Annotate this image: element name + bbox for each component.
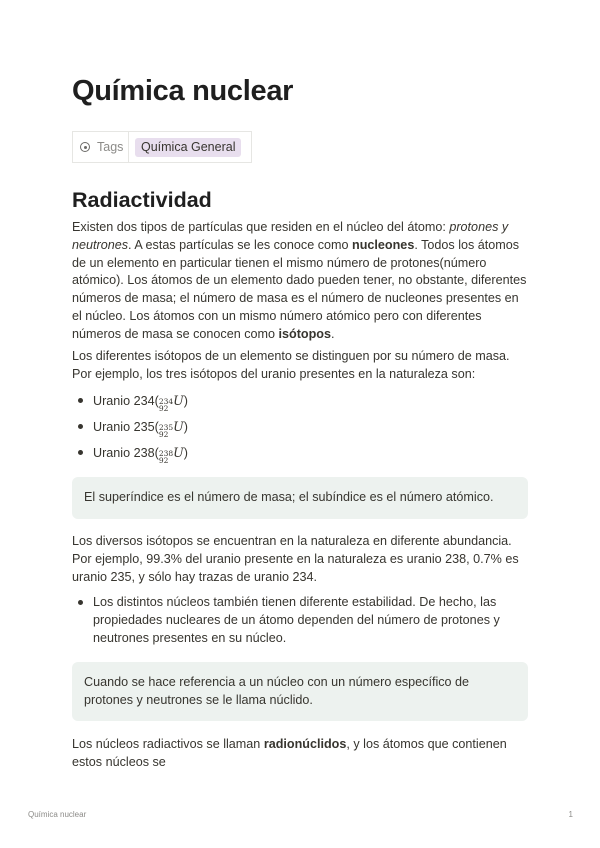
element-symbol: U (173, 445, 184, 460)
tag-icon (80, 142, 90, 152)
mass-number: 238 (158, 449, 174, 458)
list-item: Uranio 235( 235 92 U) (72, 416, 528, 442)
list-item: Los distintos núcleos también tienen diferente estabilidad. De hecho, las propiedades nucleares de un átomo dependen del número de protones y neutrones presentes en su núcleo. (72, 594, 528, 647)
nuclide-notation (159, 424, 173, 438)
isotope-label: Uranio 238 (93, 446, 155, 460)
stability-list (72, 594, 528, 647)
footer-page-number: 1 (568, 810, 573, 819)
paragraph-isotopes: Los diferentes isótopos de un elemento se distinguen por su número de masa. Por ejemplo, los tres isótopos del uranio presentes en la naturaleza son: (72, 349, 510, 381)
nuclide-notation (159, 398, 173, 412)
text-span: . (331, 326, 335, 341)
bold-term-isotopos: isótopos (278, 326, 331, 341)
nuclide-notation (159, 450, 173, 464)
bold-term-nucleones: nucleones (352, 237, 415, 252)
footer-document-title: Química nuclear (28, 810, 87, 819)
page-title: Química nuclear (72, 75, 294, 107)
section-heading: Radiactividad (72, 188, 212, 212)
bold-term-radionuclidos: radionúclidos (263, 737, 347, 751)
text-span: . Todos los átomos de un elemento en particular tienen el mismo número de protones(número atómico). Los átomos de un elemento dado pueden tener, no obstante, diferentes números de masa; el número de masa es el número de nucleones presentes en el núcleo. Los átomos con un mismo número atómico pero con diferentes números de masa se conocen como (72, 237, 527, 341)
text-span: , y los átomos que contienen estos núcleos se (72, 737, 507, 769)
tag-chip[interactable]: Química General (135, 138, 241, 157)
tags-property-value[interactable] (129, 132, 241, 162)
atomic-number: 92 (158, 430, 169, 439)
element-symbol: U (173, 393, 184, 408)
atomic-number: 92 (158, 456, 169, 465)
mass-number: 235 (158, 423, 174, 432)
tags-property-key (73, 132, 129, 162)
text-span: Los núcleos radiactivos se llaman (72, 737, 264, 751)
isotope-list (72, 390, 528, 468)
callout-mass-number: El superíndice es el número de masa; el subíndice es el número atómico. (72, 477, 528, 519)
text-span: Existen dos tipos de partículas que residen en el núcleo del átomo: (72, 220, 450, 234)
italic-text: protones y neutrones (72, 220, 509, 252)
paragraph-abundance: Los diversos isótopos se encuentran en la naturaleza en diferente abundancia. Por ejemplo, 99.3% del uranio presente en la naturaleza es uranio 238, 0.7% es uranio 235, y sólo hay trazas de uranio 234. (72, 534, 519, 584)
element-symbol: U (173, 419, 184, 434)
callout-nuclide: Cuando se hace referencia a un núcleo con un número específico de protones y neutrones se le llama núclido. (72, 662, 528, 721)
atomic-number: 92 (158, 404, 169, 413)
paragraph-radionuclides (72, 736, 528, 772)
tags-label: Tags (97, 140, 124, 154)
list-item: Uranio 234( 234 92 U) (72, 390, 528, 416)
properties-table (72, 131, 252, 163)
text-span: . A estas partículas se les conoce como (128, 237, 353, 252)
list-item: Uranio 238( 238 92 U) (72, 442, 528, 468)
mass-number: 234 (158, 397, 174, 406)
isotope-label: Uranio 235 (93, 420, 155, 434)
paragraph-intro (72, 219, 528, 344)
isotope-label: Uranio 234 (93, 394, 155, 408)
